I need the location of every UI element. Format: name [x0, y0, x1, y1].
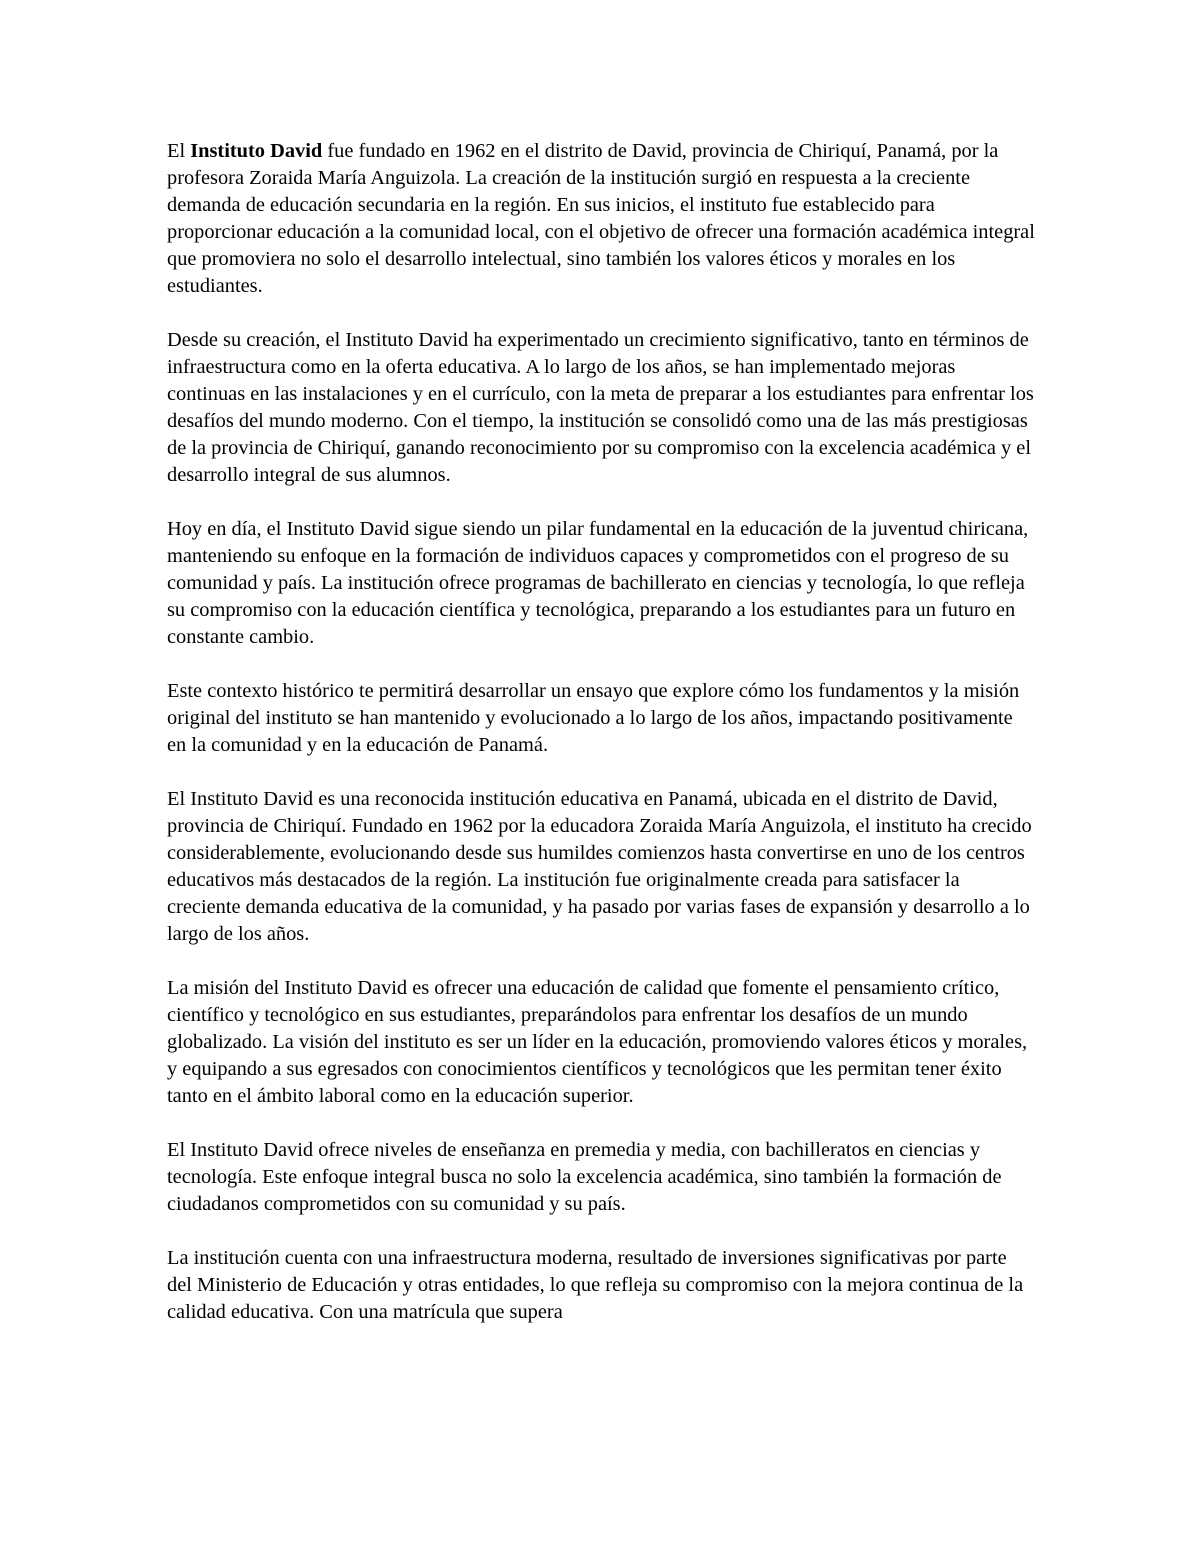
paragraph-infrastructure: La institución cuenta con una infraestructura moderna, resultado de inversiones significativas por parte del Ministerio de Educación y otras entidades, lo que refleja su compromiso con la mejora continua de la calidad educativa. Con una matrícula que supera — [167, 1247, 1024, 1323]
intro-rest-text: fue fundado en 1962 en el distrito de David, provincia de Chiriquí, Panamá, por la profesora Zoraida María Anguizola. La creación de la institución surgió en respuesta a la creciente demanda de educación secundaria en la región. En sus inicios, el instituto fue establecido para proporcionar educación a la comunidad local, con el objetivo de ofrecer una formación académica integral que promoviera no solo el desarrollo intelectual, sino también los valores éticos y morales en los estudiantes. — [167, 140, 1035, 297]
paragraph-growth: Desde su creación, el Instituto David ha experimentado un crecimiento significativo, tanto en términos de infraestructura como en la oferta educativa. A lo largo de los años, se han implementado mejoras continuas en las instalaciones y en el currículo, con la meta de preparar a los estudiantes para enfrentar los desafíos del mundo moderno. Con el tiempo, la institución se consolidó como una de las más prestigiosas de la provincia de Chiriquí, ganando reconocimiento por su compromiso con la excelencia académica y el desarrollo integral de sus alumnos. — [167, 329, 1034, 486]
paragraph-mission: La misión del Instituto David es ofrecer una educación de calidad que fomente el pensamiento crítico, científico y tecnológico en sus estudiantes, preparándolos para enfrentar los desafíos de un mundo globalizado. La visión del instituto es ser un líder en la educación, promoviendo valores éticos y morales, y equipando a sus egresados con conocimientos científicos y tecnológicos que les permitan tener éxito tanto en el ámbito laboral como en la educación superior. — [167, 977, 1028, 1107]
document-body — [167, 138, 1035, 1353]
paragraph-context: Este contexto histórico te permitirá desarrollar un ensayo que explore cómo los fundamentos y la misión original del instituto se han mantenido y evolucionado a lo largo de los años, impactando positivamente en la comunidad y en la educación de Panamá. — [167, 680, 1020, 756]
paragraph-today: Hoy en día, el Instituto David sigue siendo un pilar fundamental en la educación de la juventud chiricana, manteniendo su enfoque en la formación de individuos capaces y comprometidos con el progreso de su comunidad y país. La institución ofrece programas de bachillerato en ciencias y tecnología, lo que refleja su compromiso con la educación científica y tecnológica, preparando a los estudiantes para un futuro en constante cambio. — [167, 518, 1029, 648]
paragraph-levels: El Instituto David ofrece niveles de enseñanza en premedia y media, con bachilleratos en ciencias y tecnología. Este enfoque integral busca no solo la excelencia académica, sino también la formación de ciudadanos comprometidos con su comunidad y su país. — [167, 1139, 1002, 1215]
institution-name-bold: Instituto David — [190, 140, 323, 162]
paragraph-overview: El Instituto David es una reconocida institución educativa en Panamá, ubicada en el distrito de David, provincia de Chiriquí. Fundado en 1962 por la educadora Zoraida María Anguizola, el instituto ha crecido considerablemente, evolucionando desde sus humildes comienzos hasta convertirse en uno de los centros educativos más destacados de la región. La institución fue originalmente creada para satisfacer la creciente demanda educativa de la comunidad, y ha pasado por varias fases de expansión y desarrollo a lo largo de los años. — [167, 788, 1032, 945]
intro-lead-text: El — [167, 140, 191, 162]
paragraph-intro — [167, 138, 1035, 300]
